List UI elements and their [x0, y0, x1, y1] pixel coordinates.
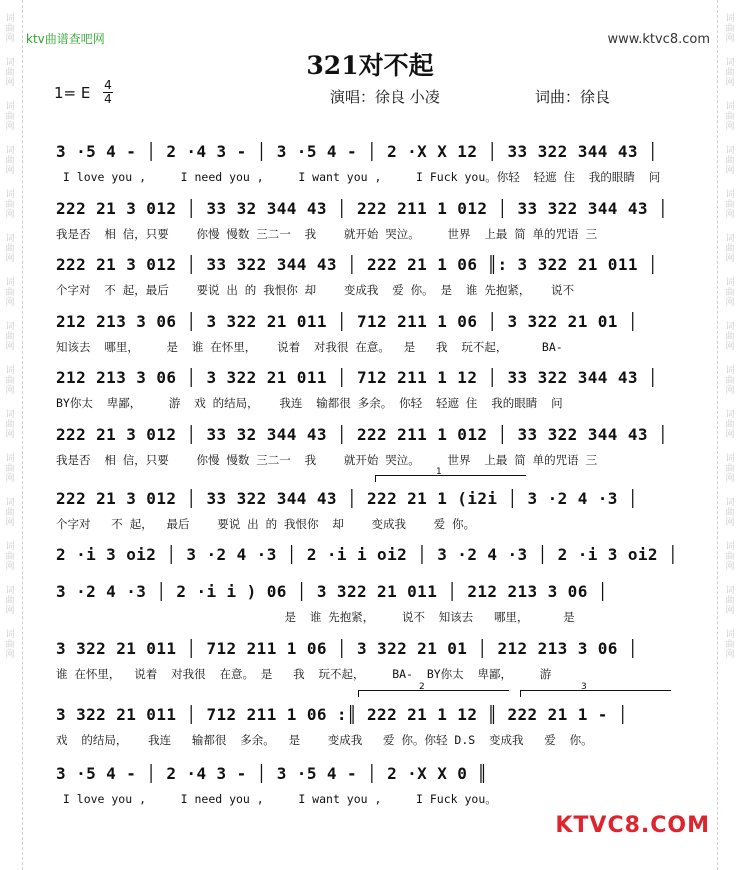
site-name[interactable]: ktv曲谱查吧网	[26, 32, 105, 46]
watermark-text: 词 曲 网	[725, 322, 735, 352]
divider-right	[717, 0, 718, 870]
watermark-text: 词 曲 网	[5, 14, 15, 44]
lyrics-line: I love you , I need you , I want you , I Fuck you。	[56, 792, 497, 806]
time-signature	[103, 80, 113, 105]
watermark-text: 词 曲 网	[5, 322, 15, 352]
watermark-text: 词 曲 网	[5, 498, 15, 528]
notation-line: 3 322 21 011 │ 712 211 1 06 │ 3 322 21 01 │ 212 213 3 06 │	[56, 639, 638, 658]
notation-line: 222 21 3 012 │ 33 322 344 43 │ 222 21 1 (i2i │ 3 ·2 4 ·3 │	[56, 489, 638, 508]
watermark-text: 词 曲 网	[725, 498, 735, 528]
lyrics-line: 知该去 哪里， 是 谁 在怀里， 说着 对我很 在意。 是 我 玩不起， BA-	[56, 340, 563, 354]
notation-line: 3 322 21 011 │ 712 211 1 06 :║ 222 21 1 12 ║ 222 21 1 - │	[56, 705, 628, 724]
meter-bottom: 4	[104, 92, 112, 106]
notation-line: 212 213 3 06 │ 3 322 21 011 │ 712 211 1 06 │ 3 322 21 01 │	[56, 312, 638, 331]
volta-number: 3	[581, 682, 587, 692]
notation-line: 212 213 3 06 │ 3 322 21 011 │ 712 211 1 12 │ 33 322 344 43 │	[56, 368, 658, 387]
divider-left	[22, 0, 23, 870]
watermark-text: 词 曲 网	[725, 58, 735, 88]
site-logo[interactable]	[555, 813, 710, 838]
singer-credit: 演唱：徐良 小凌	[330, 88, 440, 106]
watermark-text: 词 曲 网	[5, 630, 15, 660]
watermark-right	[721, 0, 739, 870]
watermark-text: 词 曲 网	[5, 58, 15, 88]
key-signature: 1= E	[54, 84, 91, 102]
volta-bracket	[358, 682, 509, 697]
watermark-text: 词 曲 网	[725, 542, 735, 572]
volta-bracket	[520, 682, 671, 697]
logo-text: KTVC8.COM	[555, 813, 710, 838]
notation-line: 2 ·i 3 oi2 │ 3 ·2 4 ·3 │ 2 ·i i oi2 │ 3 ·2 4 ·3 │ 2 ·i 3 oi2 │	[56, 545, 679, 564]
lyrics-line: 是 谁 先抱紧， 说不 知该去 哪里， 是	[56, 610, 575, 624]
watermark-text: 词 曲 网	[5, 454, 15, 484]
lyrics-line: 谁 在怀里， 说着 对我很 在意。 是 我 玩不起， BA- BY你太 卑鄙， 游	[56, 667, 552, 681]
lyrics-line: 个字对 不 起， 最后 要说 出 的 我恨你 却 变成我 爱 你。	[56, 517, 476, 531]
watermark-text: 词 曲 网	[5, 366, 15, 396]
composer-credit: 词曲：徐良	[535, 88, 611, 106]
notation-line: 3 ·2 4 ·3 │ 2 ·i i ) 06 │ 3 322 21 011 │ 212 213 3 06 │	[56, 582, 608, 601]
watermark-text: 词 曲 网	[5, 278, 15, 308]
watermark-text: 词 曲 网	[725, 14, 735, 44]
page-title: 321对不起	[306, 51, 434, 80]
notation-line: 222 21 3 012 │ 33 322 344 43 │ 222 21 1 06 ║: 3 322 21 011 │	[56, 255, 658, 274]
watermark-text: 词 曲 网	[5, 234, 15, 264]
watermark-text: 词 曲 网	[5, 410, 15, 440]
watermark-text: 词 曲 网	[5, 102, 15, 132]
watermark-text: 词 曲 网	[725, 630, 735, 660]
watermark-text: 词 曲 网	[5, 542, 15, 572]
notation-line: 3 ·5 4 - │ 2 ·4 3 - │ 3 ·5 4 - │ 2 ·X X 12 │ 33 322 344 43 │	[56, 142, 658, 161]
watermark-text: 词 曲 网	[5, 190, 15, 220]
lyrics-line: I love you , I need you , I want you , I Fuck you。你轻 轻遮 住 我的眼睛 问	[56, 170, 661, 184]
watermark-text: 词 曲 网	[725, 410, 735, 440]
watermark-text: 词 曲 网	[725, 454, 735, 484]
watermark-text: 词 曲 网	[725, 102, 735, 132]
notation-line: 222 21 3 012 │ 33 32 344 43 │ 222 211 1 012 │ 33 322 344 43 │	[56, 199, 669, 218]
watermark-text: 词 曲 网	[725, 190, 735, 220]
lyrics-line: 我是否 相 信，只要 你慢 慢数 三二一 我 就开始 哭泣。 世界 上最 简 单的咒语 三	[56, 227, 598, 241]
volta-number: 2	[419, 682, 425, 692]
watermark-text: 词 曲 网	[725, 586, 735, 616]
volta-bracket	[375, 467, 526, 482]
watermark-text: 词 曲 网	[725, 234, 735, 264]
site-url[interactable]: www.ktvc8.com	[607, 32, 710, 47]
watermark-text: 词 曲 网	[725, 146, 735, 176]
notation-line: 222 21 3 012 │ 33 32 344 43 │ 222 211 1 012 │ 33 322 344 43 │	[56, 425, 669, 444]
notation-line: 3 ·5 4 - │ 2 ·4 3 - │ 3 ·5 4 - │ 2 ·X X 0 ║	[56, 764, 488, 783]
watermark-text: 词 曲 网	[725, 366, 735, 396]
volta-number: 1	[436, 467, 442, 477]
meter-top: 4	[104, 78, 112, 92]
watermark-text: 词 曲 网	[725, 278, 735, 308]
lyrics-line: 个字对 不 起，最后 要说 出 的 我恨你 却 变成我 爱 你。 是 谁 先抱紧， 说不	[56, 283, 575, 297]
lyrics-line: BY你太 卑鄙， 游 戏 的结局， 我连 输都很 多余。 你轻 轻遮 住 我的眼睛 问	[56, 396, 563, 410]
lyrics-line: 我是否 相 信，只要 你慢 慢数 三二一 我 就开始 哭泣。 世界 上最 简 单的咒语 三	[56, 453, 598, 467]
watermark-text: 词 曲 网	[5, 586, 15, 616]
lyrics-line: 戏 的结局， 我连 输都很 多余。 是 变成我 爱 你。你轻 D.S 变成我 爱 你。	[56, 733, 593, 747]
watermark-text: 词 曲 网	[5, 146, 15, 176]
watermark-left	[1, 0, 19, 870]
